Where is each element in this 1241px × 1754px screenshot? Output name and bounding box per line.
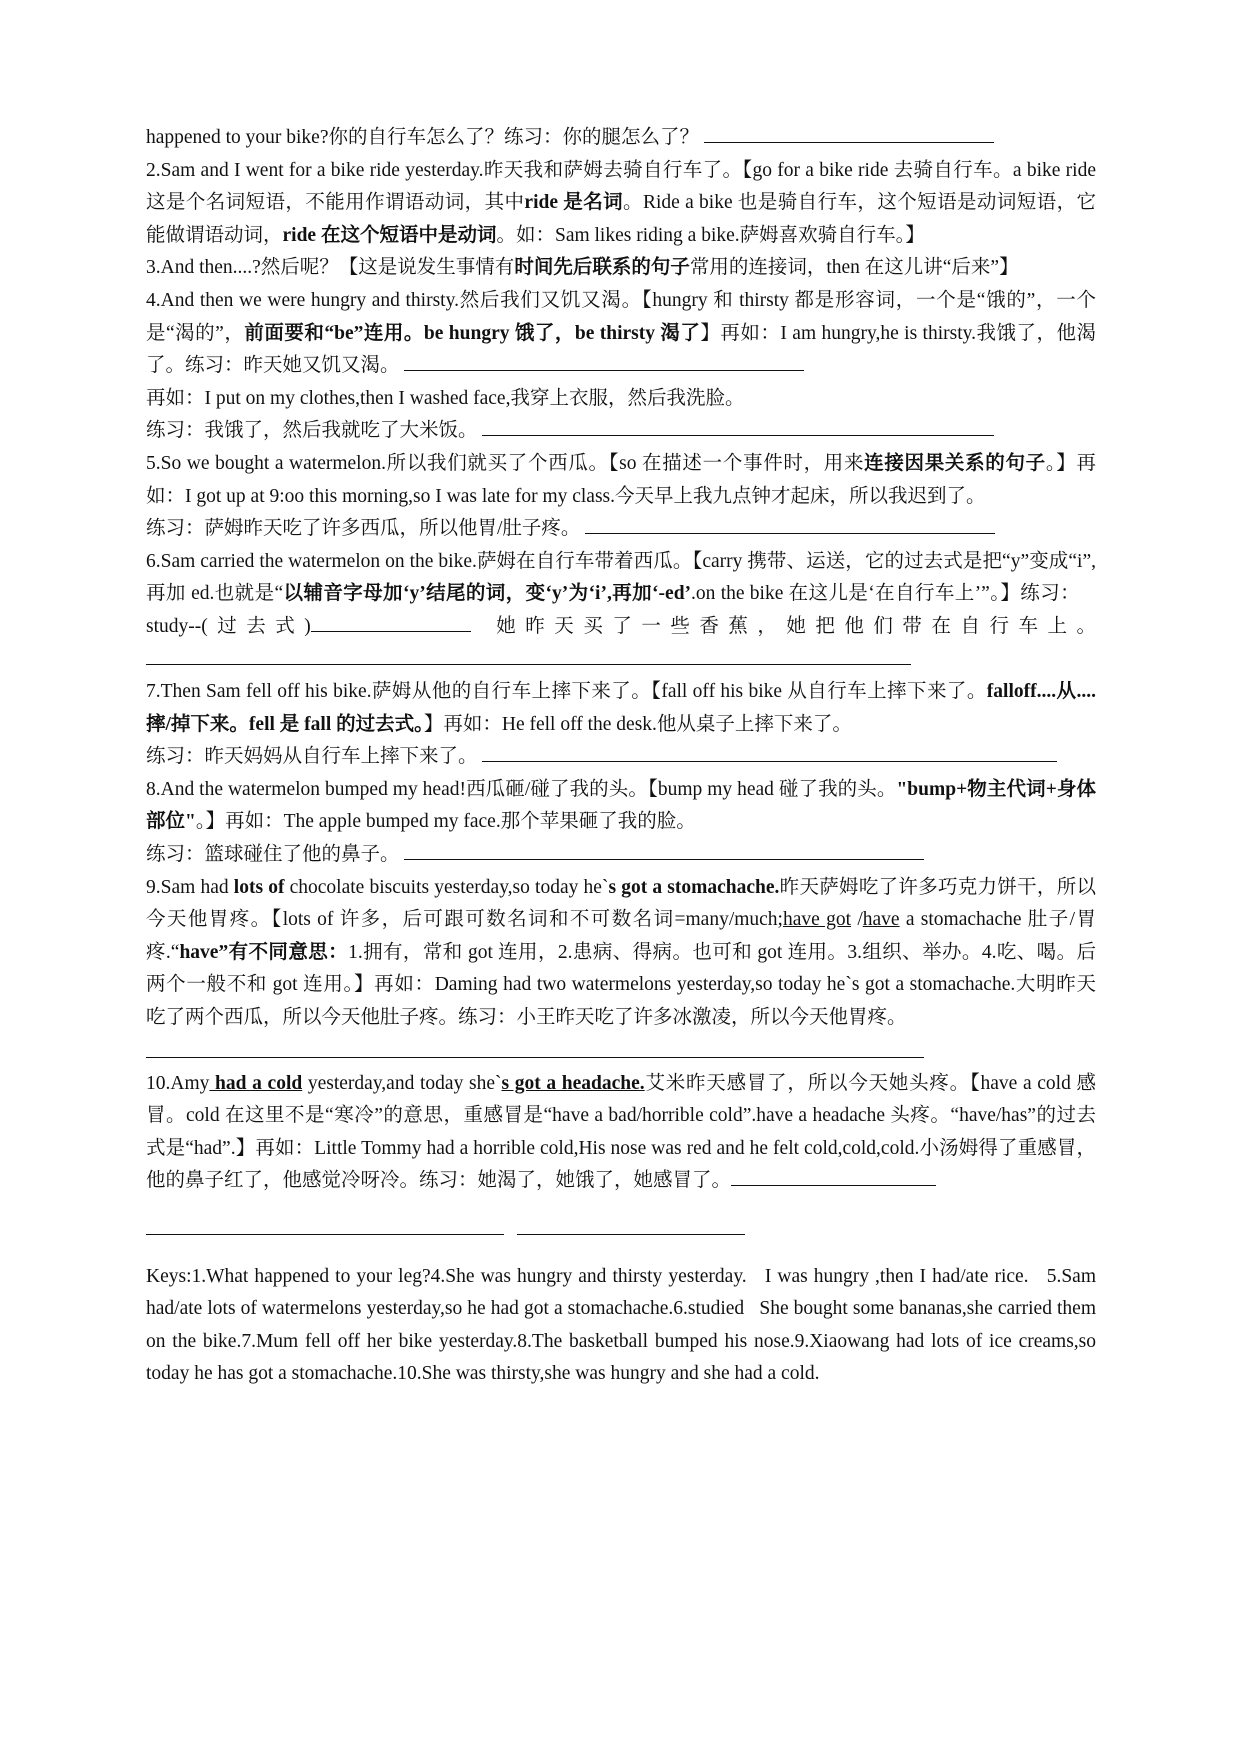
paragraph-1: happened to your bike?你的自行车怎么了？练习：你的腿怎么了？ xyxy=(146,122,1096,155)
answer-blank-8[interactable] xyxy=(404,839,924,860)
answer-keys: Keys:1.What happened to your leg?4.She was hungry and thirsty yesterday. I was hungry ,then I had/ate rice. 5.Sam had/ate lots of watermelons yesterday,so he had got a stomachache.6.studied She bought some bananas,she carried them on the bike.7.Mum fell off her bike yesterday.8.The basketball bumped his nose.9.Xiaowang had lots of ice creams,so today he has got a stomachache.10.She was thirsty,she was hungry and she had a cold. xyxy=(146,1265,1101,1385)
answer-blank-4[interactable] xyxy=(404,350,804,371)
paragraph-9: 9.Sam had lots of chocolate biscuits yesterday,so today he`s got a stomachache.昨天萨姆吃了许多巧克力饼干，所以今天他胃疼。【lots of 许多，后可跟可数名词和不可数名词=many/much;have got /have a stomachache 肚子/胃疼.“have”有不同意思：1.拥有，常和 got 连用，2.患病、得病。也可和 got 连用。3.组织、举办。4.吃、喝。后两个一般不和 got 连用。】再如：Daming had two watermelons yesterday,so today he`s got a stomachache.大明昨天吃了两个西瓜，所以今天他肚子疼。练习：小王昨天吃了许多冰激凌，所以今天他胃疼。 xyxy=(146,876,1096,1029)
paragraph-4-exercise: 练习：我饿了，然后我就吃了大米饭。 xyxy=(146,415,1096,448)
answer-blank-6b[interactable] xyxy=(146,644,911,665)
document-page xyxy=(146,122,1101,1391)
paragraph-2: 2.Sam and I went for a bike ride yesterday.昨天我和萨姆去骑自行车了。【go for a bike ride 去骑自行车。a bike ride 这是个名词短语，不能用作谓语动词，其中ride 是名词。Ride a bike 也是骑自行车，这个短语是动词短语，它能做谓语动词，ride 在这个短语中是动词。如：Sam likes riding a bike.萨姆喜欢骑自行车。】 xyxy=(146,159,1096,246)
paragraph-4: 4.And then we were hungry and thirsty.然后我们又饥又渴。【hungry 和 thirsty 都是形容词，一个是“饿的”，一个是“渴的”，前面要和“be”连用。be hungry 饿了，be thirsty 渴了】再如：I am hungry,he is thirsty.我饿了，他渴了。练习：昨天她又饥又渴。 xyxy=(146,289,1097,377)
paragraph-10: 10.Amy had a cold yesterday,and today she`s got a headache.艾米昨天感冒了，所以今天她头疼。【have a cold 感冒。cold 在这里不是“寒冷”的意思，重感冒是“have a bad/horrible cold”.have a headache 头疼。“have/has”的过去式是“had”.】再如：Little Tommy had a horrible cold,His nose was red and he felt cold,cold,cold.小汤姆得了重感冒，他的鼻子红了，他感觉冷呀冷。练习：她渴了，她饿了，她感冒了。 xyxy=(146,1072,1096,1192)
paragraph-3: 3.And then....?然后呢？【这是说发生事情有时间先后联系的句子常用的连接词，then 在这儿讲“后来”】 xyxy=(146,257,1019,279)
answer-blank-4b[interactable] xyxy=(482,415,994,436)
paragraph-8: 8.And the watermelon bumped my head!西瓜砸/碰了我的头。【bump my head 碰了我的头。"bump+物主代词+身体部位"。】再如：The apple bumped my face.那个苹果砸了我的脸。 xyxy=(146,778,1096,833)
paragraph-6: 6.Sam carried the watermelon on the bike.萨姆在自行车带着西瓜。【carry 携带、运送，它的过去式是把“y”变成“i”,再加 ed.也就是“以辅音字母加‘y’结尾的词，变‘y’为‘i’,再加‘-ed’.on the bike 在这儿是‘在自行车上’”。】练习：study--(过去式) 她昨天买了一些香蕉，她把他们带在自行车上。 xyxy=(146,546,1096,676)
paragraph-8-exercise: 练习：篮球碰住了他的鼻子。 xyxy=(146,839,1096,872)
paragraph-5-exercise: 练习：萨姆昨天吃了许多西瓜，所以他胃/肚子疼。 xyxy=(146,513,1096,546)
paragraph-7: 7.Then Sam fell off his bike.萨姆从他的自行车上摔下来了。【fall off his bike 从自行车上摔下来了。falloff....从....摔/掉下来。fell 是 fall 的过去式。】再如：He fell off the desk.他从桌子上摔下来了。 xyxy=(146,681,1096,735)
answer-line-10b[interactable] xyxy=(517,1234,745,1235)
answer-blank-5[interactable] xyxy=(585,513,995,534)
answer-lines-10b xyxy=(146,1214,1096,1247)
answer-blank-6a[interactable] xyxy=(311,611,471,632)
answer-line-10a[interactable] xyxy=(146,1234,504,1235)
answer-blank-7[interactable] xyxy=(482,741,1057,762)
paragraph-5: 5.So we bought a watermelon.所以我们就买了个西瓜。【so 在描述一个事件时，用来连接因果关系的句子。】再如：I got up at 9:oo this morning,so I was late for my class.今天早上我九点钟才起床，所以我迟到了。 xyxy=(146,452,1096,507)
answer-blank-10[interactable] xyxy=(731,1165,936,1186)
paragraph-7-exercise: 练习：昨天妈妈从自行车上摔下来了。 xyxy=(146,741,1096,774)
answer-blank-1[interactable] xyxy=(704,122,994,143)
paragraph-4-example: 再如：I put on my clothes,then I washed face,我穿上衣服，然后我洗脸。 xyxy=(146,387,745,409)
